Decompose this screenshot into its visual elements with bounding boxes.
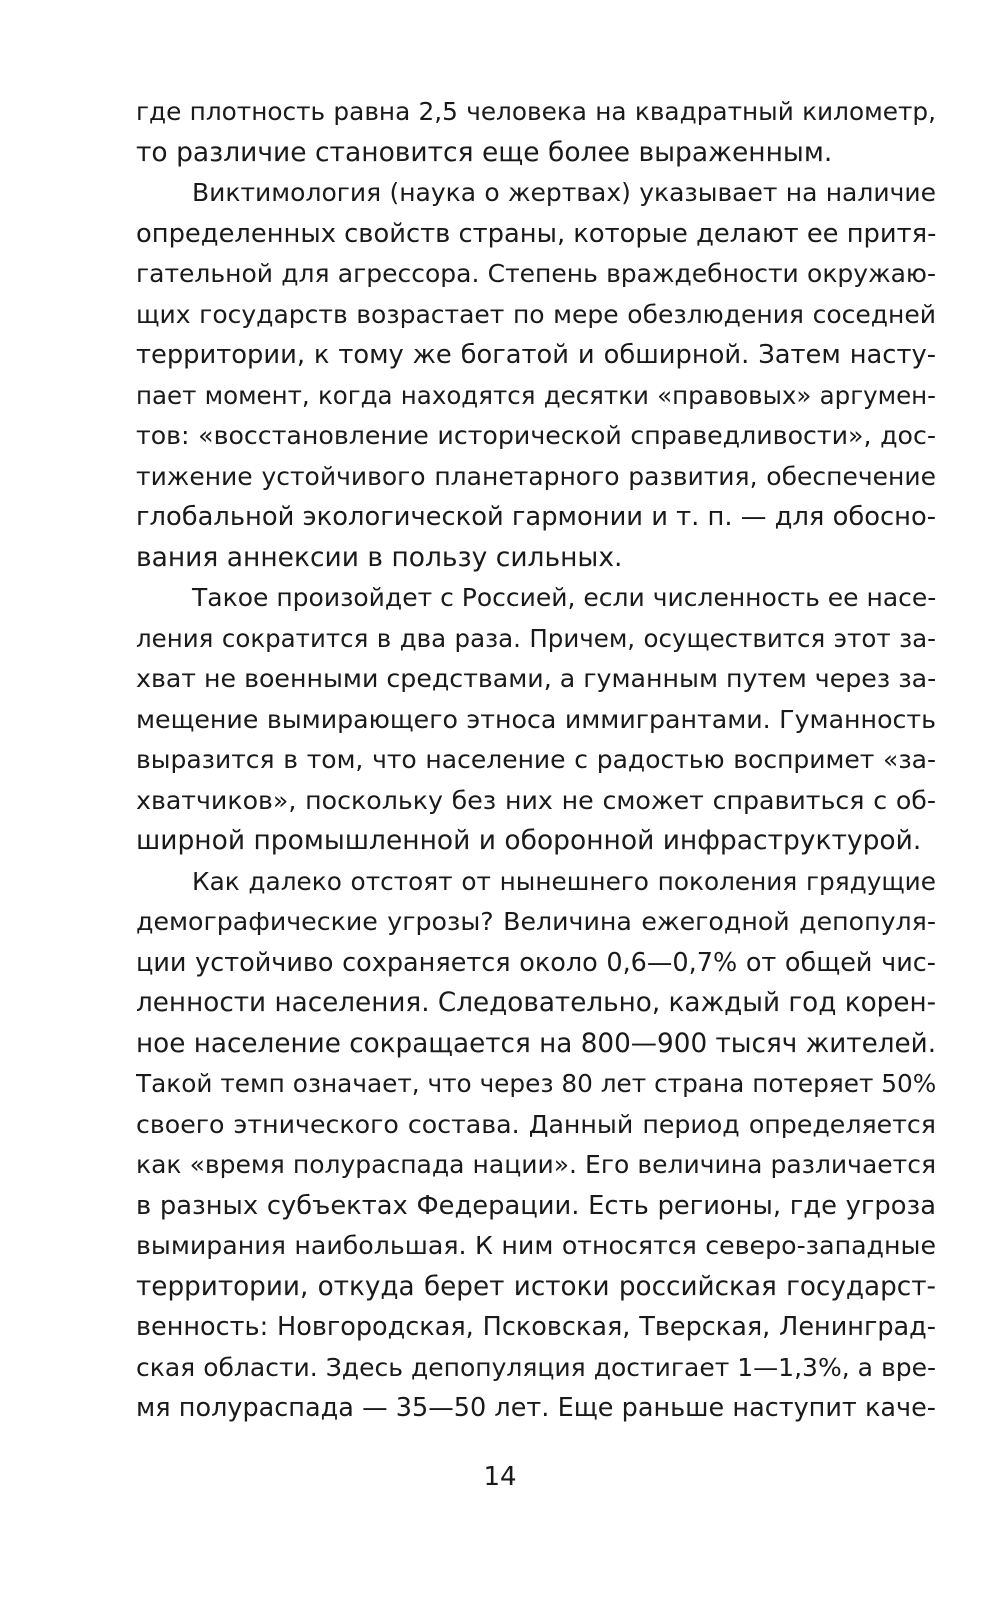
text-line: территории, к тому же богатой и обширной. Затем насту- — [136, 340, 936, 370]
text-line: хват не военными средствами, а гуманным путем через за- — [136, 664, 936, 693]
text-line: хватчиков», поскольку без них не сможет справиться с об- — [136, 785, 936, 815]
body-text — [136, 92, 936, 1429]
text-line: венность: Новгородская, Псковская, Тверская, Ленинград- — [136, 1312, 936, 1342]
text-line: ное население сокращается на 800—900 тысяч жителей. — [136, 1028, 936, 1059]
text-line: демографические угрозы? Величина ежегодной депопуля- — [136, 907, 936, 936]
text-line: гательной для агрессора. Степень враждебности окружаю- — [136, 259, 936, 288]
text-line: глобальной экологической гармонии и т. п. — для обосно- — [136, 502, 936, 532]
text-line: Как далеко отстоят от нынешнего поколения грядущие — [192, 866, 936, 896]
text-line: ленности населения. Следовательно, каждый год корен- — [136, 988, 936, 1018]
page-number: 14 — [483, 1462, 517, 1492]
text-line: ширной промышленной и оборонной инфраструктурой. — [136, 825, 922, 856]
text-line: щих государств возрастает по мере обезлюдения соседней — [136, 299, 936, 329]
text-line: ления сократится в два раза. Причем, осуществится этот за- — [136, 623, 936, 653]
text-line: мещение вымирающего этноса иммигрантами. Гуманность — [136, 704, 936, 734]
text-line: как «время полураспада нации». Его величина различается — [136, 1150, 936, 1179]
text-line: вымирания наибольшая. К ним относятся северо-западные — [136, 1231, 936, 1260]
text-line: Такой темп означает, что через 80 лет страна потеряет 50% — [136, 1069, 936, 1098]
text-line: ская области. Здесь депопуляция достигает 1—1,3%, а вре- — [136, 1352, 936, 1382]
text-line: пает момент, когда находятся десятки «правовых» аргумен- — [136, 380, 936, 410]
text-line: мя полураспада — 35—50 лет. Еще раньше наступит каче- — [136, 1393, 936, 1423]
text-line: тижение устойчивого планетарного развития, обеспечение — [136, 461, 936, 491]
text-line: то различие становится еще более выраженным. — [136, 136, 833, 168]
text-line: своего этнического состава. Данный период определяется — [136, 1109, 936, 1139]
text-line: тов: «восстановление исторической справедливости», дос- — [136, 421, 936, 450]
text-line: Виктимология (наука о жертвах) указывает на наличие — [192, 178, 936, 207]
text-line: где плотность равна 2,5 человека на квадратный километр, — [136, 97, 936, 126]
text-line: вания аннексии в пользу сильных. — [136, 541, 623, 573]
text-line: выразится в том, что население с радостью воспримет «за- — [136, 745, 936, 774]
text-line: территории, откуда берет истоки российская государст- — [136, 1271, 936, 1302]
text-line: ции устойчиво сохраняется около 0,6—0,7% от общей чис- — [136, 947, 936, 978]
text-line: Такое произойдет с Россией, если численность ее насе- — [192, 583, 936, 612]
text-line: определенных свойств страны, которые делают ее притя- — [136, 218, 936, 249]
text-line: в разных субъектах Федерации. Есть регионы, где угроза — [136, 1190, 936, 1221]
